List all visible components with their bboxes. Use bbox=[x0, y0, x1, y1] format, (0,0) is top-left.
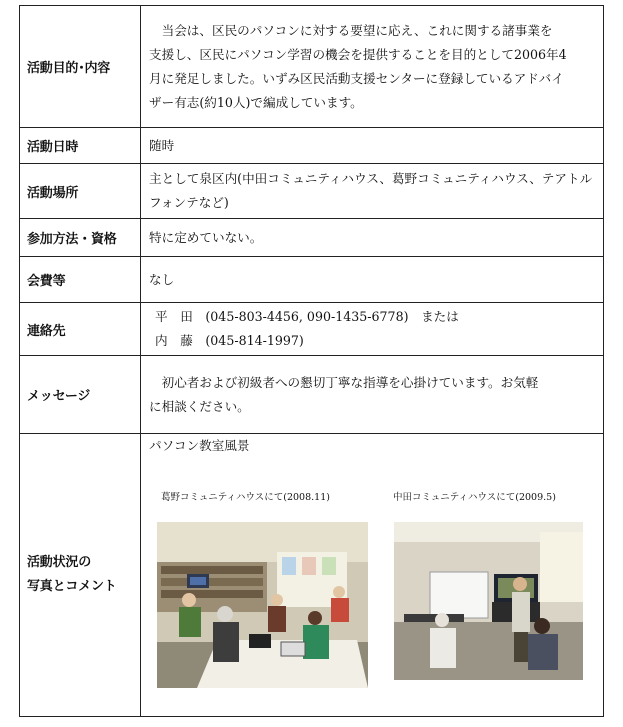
location-text bbox=[141, 164, 604, 219]
label-photos-line-2: 写真とコメント bbox=[27, 579, 117, 594]
fee-value: なし bbox=[141, 257, 604, 303]
club-info-table bbox=[19, 5, 604, 717]
photos-heading: パソコン教室風景 bbox=[149, 438, 250, 453]
classroom-photo-nakata bbox=[394, 522, 583, 680]
purpose-text bbox=[141, 6, 604, 128]
label-schedule: 活動日時 bbox=[20, 128, 141, 164]
label-contact: 連絡先 bbox=[20, 303, 141, 356]
message-line-2: に相談ください。 bbox=[149, 398, 250, 414]
contact-line-1: 平 田 (045-803-4456, 090-1435-6778) または bbox=[155, 309, 459, 324]
purpose-line-2: 支援し、区民にパソコン学習の機会を提供することを目的として2006年4 bbox=[149, 46, 567, 62]
classroom-photo-kuzuno bbox=[157, 522, 368, 688]
purpose-line-1: 当会は、区民のパソコンに対する要望に応え、これに関する諸事業を bbox=[161, 22, 553, 38]
row-schedule bbox=[20, 128, 604, 164]
photo-caption-nakata: 中田コミュニティハウスにて(2009.5) bbox=[393, 492, 556, 503]
location-line-2: フォンテなど) bbox=[149, 195, 229, 210]
label-message: メッセージ bbox=[20, 356, 141, 434]
schedule-value: 随時 bbox=[141, 128, 604, 164]
message-line-1: 初心者および初級者への懇切丁寧な指導を心掛けています。お気軽 bbox=[161, 374, 539, 390]
message-text bbox=[141, 356, 604, 434]
photos-cell bbox=[141, 434, 604, 717]
label-fee: 会費等 bbox=[20, 257, 141, 303]
participation-value: 特に定めていない。 bbox=[141, 219, 604, 257]
row-contact bbox=[20, 303, 604, 356]
photo-caption-kuzuno: 葛野コミュニティハウスにて(2008.11) bbox=[161, 492, 330, 503]
row-photos bbox=[20, 434, 604, 717]
label-purpose: 活動目的･内容 bbox=[20, 6, 141, 128]
label-photos-line-1: 活動状況の bbox=[27, 555, 92, 570]
label-photos bbox=[20, 434, 141, 717]
label-participation: 参加方法・資格 bbox=[20, 219, 141, 257]
location-line-1: 主として泉区内(中田コミュニティハウス、葛野コミュニティハウス、テアトル bbox=[149, 171, 593, 186]
row-purpose bbox=[20, 6, 604, 128]
row-fee bbox=[20, 257, 604, 303]
contact-text bbox=[141, 303, 604, 356]
row-location bbox=[20, 164, 604, 219]
purpose-line-3: 月に発足しました。いずみ区民活動支援センターに登録しているアドバイ bbox=[149, 70, 564, 86]
row-participation bbox=[20, 219, 604, 257]
label-location: 活動場所 bbox=[20, 164, 141, 219]
purpose-line-4: ザー有志(約10人)で編成しています。 bbox=[149, 94, 363, 110]
contact-line-2: 内 藤 (045-814-1997) bbox=[155, 333, 304, 348]
photos-area bbox=[149, 456, 598, 708]
row-message bbox=[20, 356, 604, 434]
